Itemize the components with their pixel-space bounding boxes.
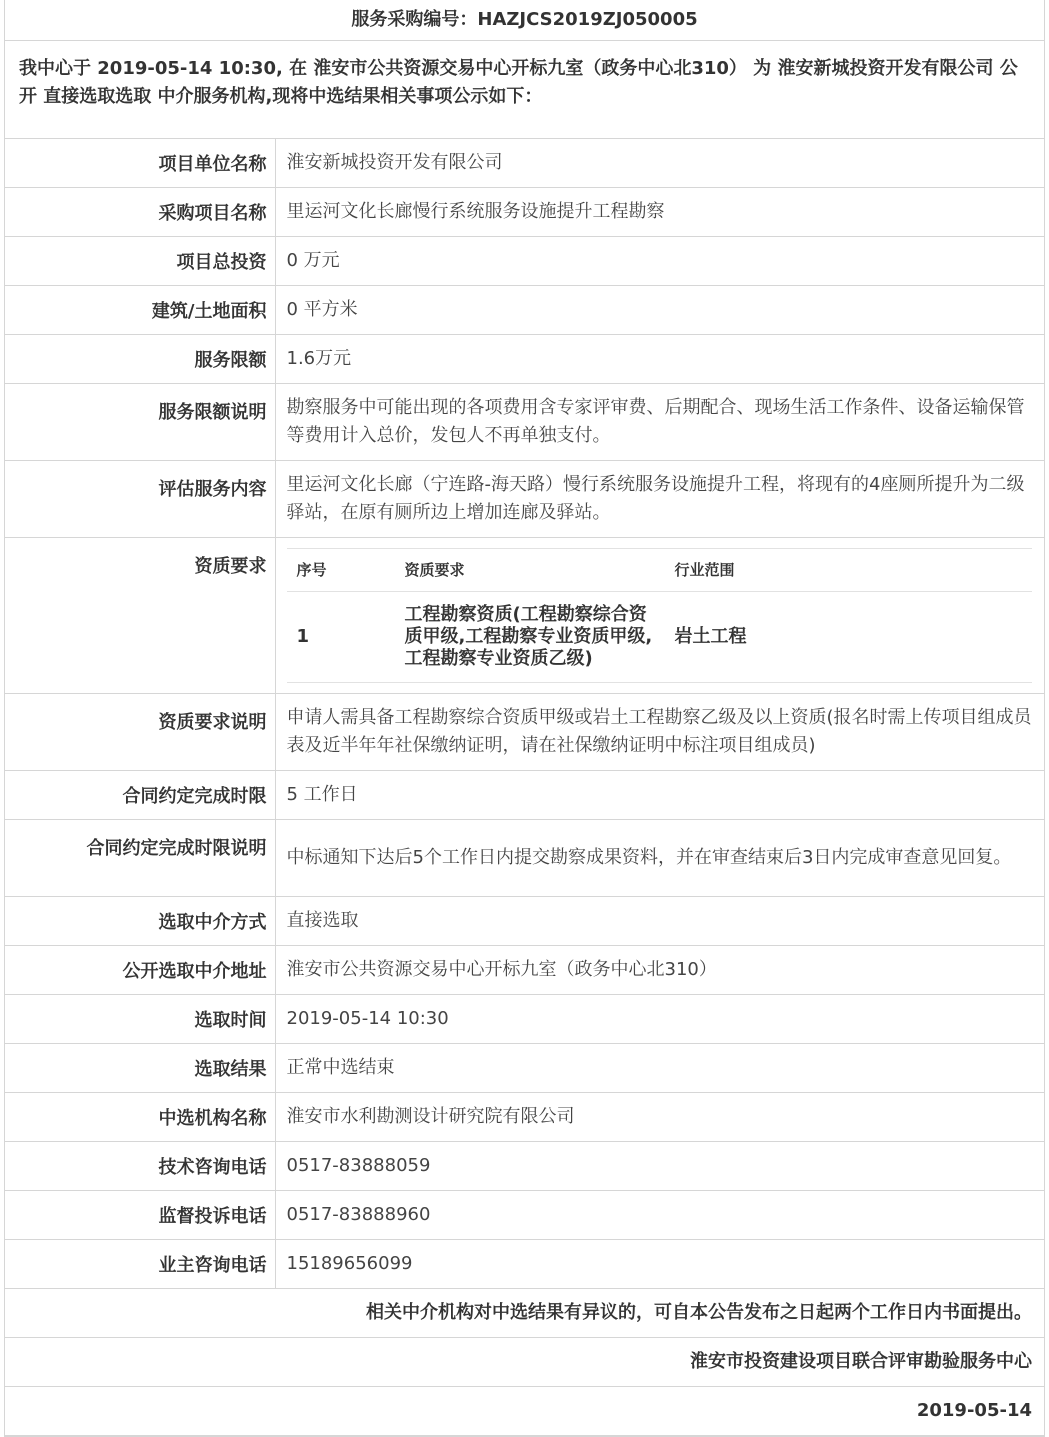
announcement — [4, 0, 1045, 1437]
row-limit-note — [5, 384, 1044, 461]
label-unit-name: 项目单位名称 — [5, 139, 275, 188]
label-content: 评估服务内容 — [5, 461, 275, 538]
value-total-investment: 0 万元 — [275, 237, 1044, 286]
value-owner-phone: 15189656099 — [275, 1240, 1044, 1289]
row-project-name — [5, 188, 1044, 237]
label-area: 建筑/土地面积 — [5, 286, 275, 335]
value-content: 里运河文化长廊（宁连路-海天路）慢行系统服务设施提升工程，将现有的4座厕所提升为二级驿站，在原有厕所边上增加连廊及驿站。 — [275, 461, 1044, 538]
value-limit: 1.6万元 — [275, 335, 1044, 384]
row-owner-phone — [5, 1240, 1044, 1289]
label-complaint-phone: 监督投诉电话 — [5, 1191, 275, 1240]
qualification-row — [287, 592, 1033, 683]
label-time: 选取时间 — [5, 995, 275, 1044]
label-address: 公开选取中介地址 — [5, 946, 275, 995]
label-result: 选取结果 — [5, 1044, 275, 1093]
value-address: 淮安市公共资源交易中心开标九室（政务中心北310） — [275, 946, 1044, 995]
row-tech-phone — [5, 1142, 1044, 1191]
label-owner-phone: 业主咨询电话 — [5, 1240, 275, 1289]
value-method: 直接选取 — [275, 897, 1044, 946]
value-winner: 淮安市水利勘测设计研究院有限公司 — [275, 1093, 1044, 1142]
qual-header-req: 资质要求 — [395, 549, 665, 592]
row-complaint-phone — [5, 1191, 1044, 1240]
label-qualification: 资质要求 — [5, 538, 275, 694]
value-area: 0 平方米 — [275, 286, 1044, 335]
value-project-name: 里运河文化长廊慢行系统服务设施提升工程勘察 — [275, 188, 1044, 237]
row-address — [5, 946, 1044, 995]
label-limit: 服务限额 — [5, 335, 275, 384]
row-qualification — [5, 538, 1044, 694]
qualification-header-row — [287, 549, 1033, 592]
row-result — [5, 1044, 1044, 1093]
issuing-organization: 淮安市投资建设项目联合评审勘验服务中心 — [5, 1338, 1044, 1387]
procurement-number-title: 服务采购编号：HAZJCS2019ZJ050005 — [5, 0, 1044, 41]
value-complaint-phone: 0517-83888960 — [275, 1191, 1044, 1240]
row-total-investment — [5, 237, 1044, 286]
value-qualification-note: 申请人需具备工程勘察综合资质甲级或岩土工程勘察乙级及以上资质(报名时需上传项目组成员表及近半年年社保缴纳证明，请在社保缴纳证明中标注项目组成员) — [275, 694, 1044, 771]
row-content — [5, 461, 1044, 538]
qualification-table — [287, 548, 1033, 683]
objection-notice: 相关中介机构对中选结果有异议的，可自本公告发布之日起两个工作日内书面提出。 — [5, 1289, 1044, 1338]
label-deadline: 合同约定完成时限 — [5, 771, 275, 820]
details-table — [5, 139, 1044, 1289]
label-tech-phone: 技术咨询电话 — [5, 1142, 275, 1191]
row-winner — [5, 1093, 1044, 1142]
label-method: 选取中介方式 — [5, 897, 275, 946]
row-method — [5, 897, 1044, 946]
row-deadline-note — [5, 820, 1044, 897]
value-unit-name: 淮安新城投资开发有限公司 — [275, 139, 1044, 188]
value-limit-note: 勘察服务中可能出现的各项费用含专家评审费、后期配合、现场生活工作条件、设备运输保管等费用计入总价，发包人不再单独支付。 — [275, 384, 1044, 461]
value-time: 2019-05-14 10:30 — [275, 995, 1044, 1044]
qual-header-scope: 行业范围 — [665, 549, 1033, 592]
label-qualification-note: 资质要求说明 — [5, 694, 275, 771]
label-limit-note: 服务限额说明 — [5, 384, 275, 461]
value-result: 正常中选结束 — [275, 1044, 1044, 1093]
intro-paragraph: 我中心于 2019-05-14 10:30, 在 淮安市公共资源交易中心开标九室（政务中心北310） 为 淮安新城投资开发有限公司 公开 直接选取选取 中介服务机构,现将中选结果相关事项公示如下： — [5, 41, 1044, 139]
value-deadline: 5 工作日 — [275, 771, 1044, 820]
qualification-cell — [275, 538, 1044, 694]
value-deadline-note: 中标通知下达后5个工作日内提交勘察成果资料，并在审查结束后3日内完成审查意见回复。 — [275, 820, 1044, 897]
row-unit-name — [5, 139, 1044, 188]
qual-scope: 岩土工程 — [665, 592, 1033, 683]
issue-date: 2019-05-14 — [5, 1387, 1044, 1436]
row-deadline — [5, 771, 1044, 820]
row-time — [5, 995, 1044, 1044]
label-winner: 中选机构名称 — [5, 1093, 275, 1142]
label-project-name: 采购项目名称 — [5, 188, 275, 237]
row-limit — [5, 335, 1044, 384]
label-deadline-note: 合同约定完成时限说明 — [5, 820, 275, 897]
qual-req: 工程勘察资质(工程勘察综合资质甲级,工程勘察专业资质甲级,工程勘察专业资质乙级) — [395, 592, 665, 683]
row-qualification-note — [5, 694, 1044, 771]
value-tech-phone: 0517-83888059 — [275, 1142, 1044, 1191]
label-total-investment: 项目总投资 — [5, 237, 275, 286]
row-area — [5, 286, 1044, 335]
qual-header-no: 序号 — [287, 549, 395, 592]
qual-no: 1 — [287, 592, 395, 683]
